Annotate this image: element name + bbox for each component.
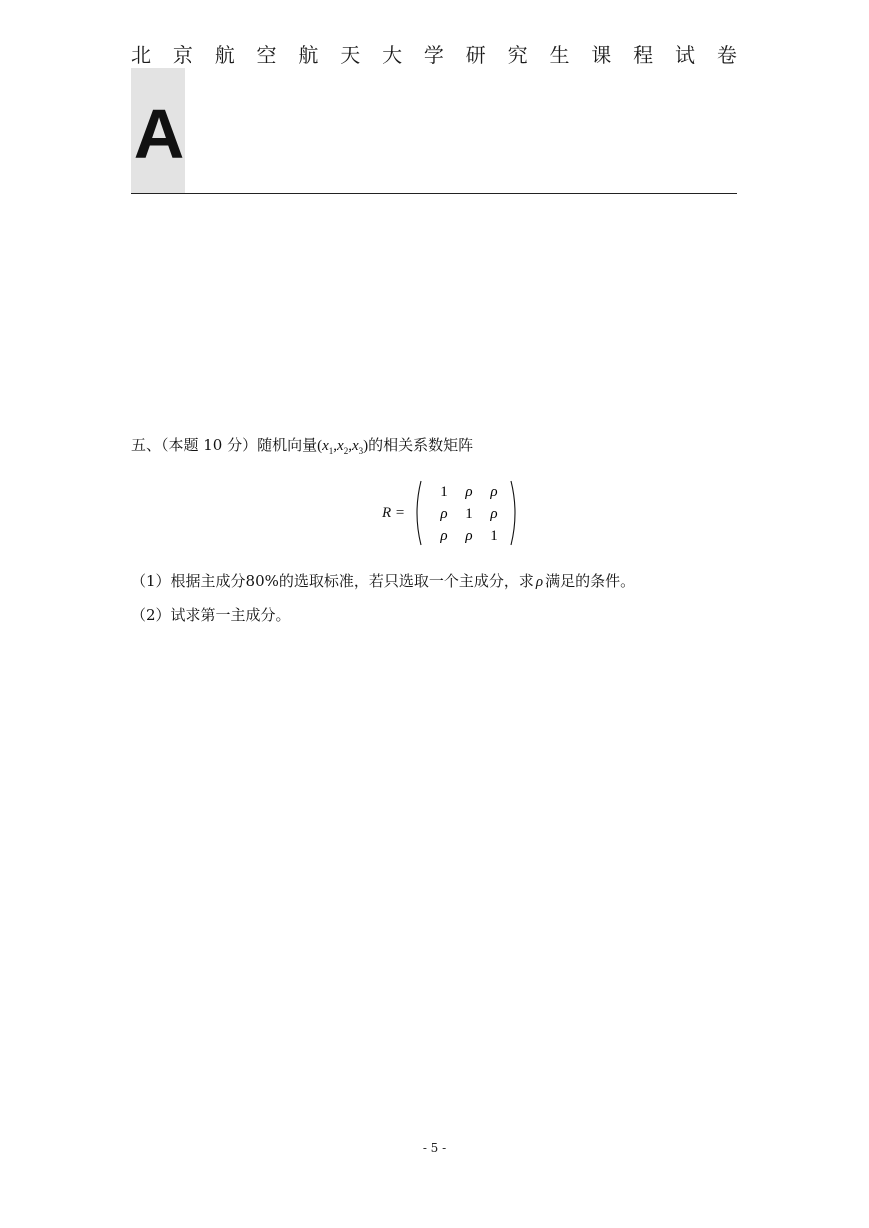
vector-x1-subscript: 1 (328, 446, 334, 456)
vector-open-paren: ( (317, 438, 323, 454)
header-title-char: 试 (674, 43, 695, 67)
page-number: - 5 - (422, 1141, 447, 1155)
header-title-char: 天 (340, 43, 361, 67)
header-title-char: 京 (172, 43, 193, 67)
sub-question-1-text-after: 满足的条件。 (545, 572, 636, 590)
correlation-matrix (411, 478, 521, 548)
header-title-char: 航 (298, 43, 319, 67)
matrix-cell-r3-c3: 1 (490, 528, 498, 544)
header-title-char: 大 (382, 43, 403, 67)
matrix-left-bracket (417, 481, 421, 545)
header-title-char: 课 (591, 43, 612, 67)
header-title-char: 卷 (716, 43, 737, 67)
header-title-char: 北 (131, 43, 151, 67)
vector-x3: x (351, 438, 359, 454)
header-title-char: 生 (549, 43, 570, 67)
vector-x2: x (337, 438, 344, 454)
matrix-cell-r2-c1: ρ (440, 506, 448, 522)
exam-header-title (131, 40, 737, 70)
exam-variant-label: A (133, 95, 185, 173)
sub-question-1 (131, 569, 635, 594)
matrix-cell-r1-c1: 1 (440, 484, 448, 500)
correlation-matrix-equation (382, 478, 521, 548)
header-title-char: 程 (633, 43, 654, 67)
header-title-char: 研 (465, 43, 486, 67)
header-divider (131, 193, 737, 194)
vector-x3-subscript: 3 (358, 446, 364, 456)
question-5-lead: 五、（本题 10 分）随机向量 (131, 436, 318, 454)
header-title-char: 究 (507, 43, 528, 67)
rho-symbol: ρ (535, 574, 544, 590)
matrix-cell-r3-c1: ρ (440, 528, 448, 544)
sub-question-1-text-before: （1）根据主成分80%的选取标准，若只选取一个主成分，求 (131, 572, 534, 590)
matrix-cell-r2-c2: 1 (465, 506, 473, 522)
vector-x1: x (322, 438, 329, 454)
matrix-cell-r3-c2: ρ (465, 528, 473, 544)
matrix-cell-r1-c2: ρ (465, 484, 473, 500)
header-title-char: 航 (214, 43, 235, 67)
matrix-lhs: R = (382, 504, 406, 521)
matrix-cell-r2-c3: ρ (490, 506, 498, 522)
question-5-statement (131, 433, 473, 463)
matrix-cell-r1-c3: ρ (490, 484, 498, 500)
header-title-char: 空 (256, 43, 277, 67)
vector-close-paren: ) (363, 438, 369, 454)
vector-x2-subscript: 2 (343, 446, 349, 456)
random-vector (317, 438, 368, 454)
matrix-right-bracket (511, 481, 515, 545)
header-title-char: 学 (423, 43, 444, 67)
vector-sep-2: , (348, 438, 352, 454)
sub-question-2: （2）试求第一主成分。 (131, 606, 291, 624)
vector-sep-1: , (333, 438, 338, 454)
question-5-tail: 的相关系数矩阵 (368, 436, 474, 454)
